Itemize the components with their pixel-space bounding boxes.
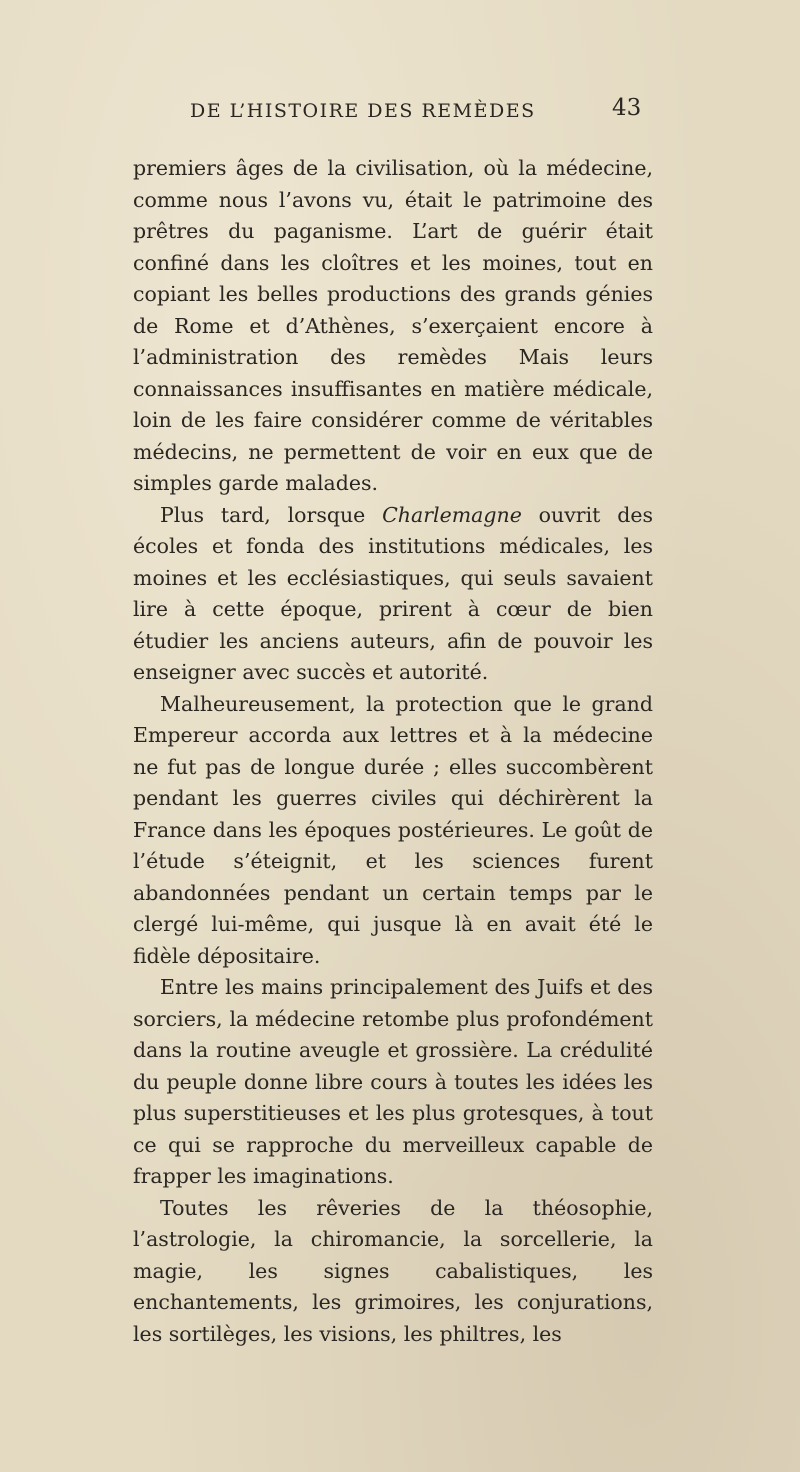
paragraph: premiers âges de la civilisation, où la médecine, comme nous l’avons vu, était le patrimoine des prêtres du paganisme. L’art de guérir était confiné dans les cloîtres et les moines, tout en copiant les belles productions des grands génies de Rome et d’Athènes, s’exerçaient encore à l’administration des remèdes Mais leurs connaissances insuffisantes en matière médicale, loin de les faire considérer comme de véritables médecins, ne permettent de voir en eux que de simples garde malades. bbox=[133, 156, 653, 495]
body-text bbox=[133, 153, 653, 1350]
running-title: DE L’HISTOIRE DES REMÈDES bbox=[190, 100, 536, 122]
paragraph-text: ouvrit des écoles et fonda des institutions médicales, les moines et les ecclésiastiques, qui seuls savaient lire à cette époque, prirent à cœur de bien étudier les anciens auteurs, afin de pouvoir les enseigner avec succès et autorité. bbox=[133, 502, 653, 684]
paragraph: Malheureusement, la protection que le grand Empereur accorda aux lettres et à la médecine ne fut pas de longue durée ; elles succombèrent pendant les guerres civiles qui déchirèrent la France dans les époques postérieures. Le goût de l’étude s’éteignit, et les sciences furent abandonnées pendant un certain temps par le clergé lui-même, qui jusque là en avait été le fidèle dépositaire. bbox=[133, 691, 653, 968]
page-number: 43 bbox=[612, 95, 642, 121]
paragraph: Toutes les rêveries de la théosophie, l’astrologie, la chiromancie, la sorcellerie, la magie, les signes cabalistiques, les enchantements, les grimoires, les conjurations, les sortilèges, les visions, les philtres, les bbox=[133, 1195, 653, 1346]
paragraph: Entre les mains principalement des Juifs et des sorciers, la médecine retombe plus profondément dans la routine aveugle et grossière. La crédulité du peuple donne libre cours à toutes les idées les plus superstitieuses et les plus grotesques, à tout ce qui se rapproche du merveilleux capable de frapper les imaginations. bbox=[133, 975, 653, 1188]
paragraph bbox=[133, 500, 653, 689]
paragraph-text: Plus tard, lorsque bbox=[160, 502, 383, 527]
running-head bbox=[190, 100, 652, 122]
italic-name: Charlemagne bbox=[382, 502, 522, 527]
